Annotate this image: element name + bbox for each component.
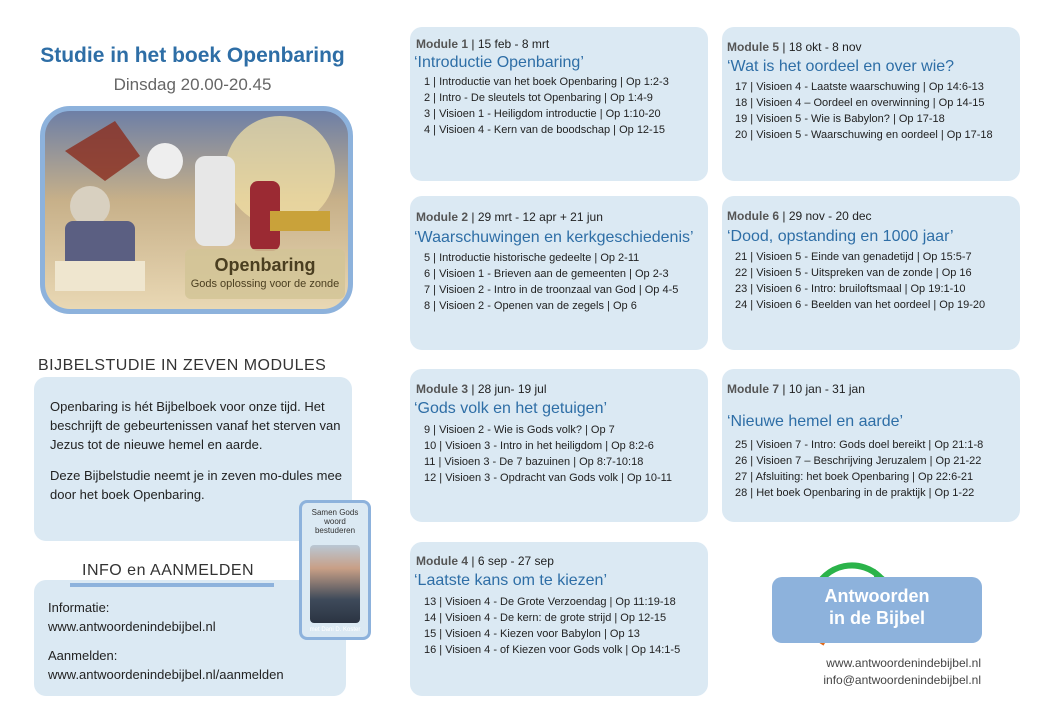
module-3-label: Module 3 [416,382,469,396]
module-6-dates: 29 nov - 20 dec [788,209,872,223]
lesson-item: 3 | Visioen 1 - Heiligdom introductie | Op 1:10-20 [424,108,661,120]
module-1-lessons [424,74,669,138]
module-5-label: Module 5 [727,40,780,54]
module-4-dates: 6 sep - 27 sep [477,554,554,568]
module-1-header: Module 1 | 15 feb - 8 mrt [416,37,550,51]
module-3-dates: 28 jun- 19 jul [477,382,547,396]
schedule-subtitle: Dinsdag 20.00-20.45 [113,75,272,94]
module-6-panel [722,196,1020,350]
lesson-item: 6 | Visioen 1 - Brieven aan de gemeenten | Op 2-3 [424,268,669,280]
info-heading: INFO en AANMELDEN [82,562,255,579]
signup-label: Aanmelden: [48,648,118,663]
module-2-lessons [424,250,678,314]
lesson-item: 17 | Visioen 4 - Laatste waarschuwing | Op 14:6-13 [735,81,984,93]
module-4-theme: ‘Laatste kans om te kiezen’ [414,572,607,589]
lesson-item: 12 | Visioen 3 - Opdracht van Gods volk | Op 10-11 [424,472,673,484]
lesson-item: 18 | Visioen 4 – Oordeel en overwinning | Op 14-15 [735,97,985,109]
lesson-item: 5 | Introductie historische gedeelte | Op 2-11 [424,252,640,264]
module-3-panel [410,369,708,522]
module-7-lessons [735,437,983,501]
module-6-header: Module 6 | 29 nov - 20 dec [727,209,872,223]
lesson-item: 26 | Visioen 7 – Beschrijving Jeruzalem | Op 21-22 [735,455,982,467]
module-4-header: Module 4 | 6 sep - 27 sep [416,554,554,568]
module-5-lessons [735,79,993,143]
info-label: Informatie: [48,600,110,615]
module-5-header: Module 5 | 18 okt - 8 nov [727,40,862,54]
lesson-item: 7 | Visioen 2 - Intro in de troonzaal van God | Op 4-5 [424,284,679,296]
hero-label [185,249,345,299]
lesson-item: 19 | Visioen 5 - Wie is Babylon? | Op 17-18 [735,113,945,125]
card-caption: met Dani D. Koster [309,627,361,633]
signup-block [48,646,338,684]
lesson-item: 28 | Het boek Openbaring in de praktijk | Op 1-22 [735,487,975,499]
lesson-item: 8 | Visioen 2 - Openen van de zegels | Op 6 [424,300,637,312]
lesson-item: 27 | Afsluiting: het boek Openbaring | Op 22:6-21 [735,471,974,483]
footer-website-link[interactable]: www.antwoordenindebijbel.nl [826,656,981,670]
module-2-label: Module 2 [416,210,469,224]
module-1-dates: 15 feb - 8 mrt [477,37,550,51]
module-4-label: Module 4 [416,554,469,568]
intro-heading: BIJBELSTUDIE IN ZEVEN MODULES [38,357,327,374]
presenter-photo [310,545,360,623]
module-2-panel [410,196,708,350]
module-5-theme: ‘Wat is het oordeel en over wie? [727,58,955,75]
module-7-panel [722,369,1020,522]
module-7-label: Module 7 [727,382,780,396]
module-5-panel [722,27,1020,181]
module-1-theme: ‘Introductie Openbaring’ [414,54,584,71]
module-2-theme: ‘Waarschuwingen en kerkgeschiedenis’ [414,229,694,246]
info-block [48,598,338,636]
lesson-item: 21 | Visioen 5 - Einde van genadetijd | Op 15:5-7 [735,251,972,263]
lesson-item: 2 | Intro - De sleutels tot Openbaring | Op 1:4-9 [424,92,653,104]
module-2-dates: 29 mrt - 12 apr + 21 jun [477,210,603,224]
logo-line-1: Antwoorden [824,586,930,606]
lesson-item: 20 | Visioen 5 - Waarschuwing en oordeel | Op 17-18 [735,129,993,141]
signup-url-link[interactable]: www.antwoordenindebijbel.nl/aanmelden [48,667,284,682]
lesson-item: 9 | Visioen 2 - Wie is Gods volk? | Op 7 [424,424,615,436]
module-3-lessons [424,422,672,486]
lesson-item: 11 | Visioen 3 - De 7 bazuinen | Op 8:7-10:18 [424,456,644,468]
lesson-item: 4 | Visioen 4 - Kern van de boodschap | Op 12-15 [424,124,665,136]
module-5-dates: 18 okt - 8 nov [788,40,862,54]
module-3-theme: ‘Gods volk en het getuigen’ [414,400,608,417]
lesson-item: 13 | Visioen 4 - De Grote Verzoendag | Op 11:19-18 [424,596,676,608]
module-7-theme: ‘Nieuwe hemel en aarde’ [727,413,904,430]
module-1-label: Module 1 [416,37,469,51]
logo-line-2: in de Bijbel [828,608,925,628]
module-6-lessons [735,249,985,313]
lesson-item: 10 | Visioen 3 - Intro in het heiligdom | Op 8:2-6 [424,440,654,452]
lesson-item: 23 | Visioen 6 - Intro: bruiloftsmaal | Op 19:1-10 [735,283,966,295]
module-3-header: Module 3 | 28 jun- 19 jul [416,382,547,396]
info-url-link[interactable]: www.antwoordenindebijbel.nl [48,619,216,634]
module-1-panel [410,27,708,181]
page-title: Studie in het boek Openbaring [40,44,345,67]
module-6-label: Module 6 [727,209,780,223]
module-7-header: Module 7 | 10 jan - 31 jan [727,382,865,396]
info-heading-underline [70,583,274,587]
module-4-lessons [424,594,680,658]
intro-paragraph-2: Deze Bijbelstudie neemt je in zeven mo-dules mee door het boek Openbaring. [50,468,342,502]
lesson-item: 15 | Visioen 4 - Kiezen voor Babylon | Op 13 [424,628,640,640]
lesson-item: 14 | Visioen 4 - De kern: de grote strijd | Op 12-15 [424,612,667,624]
lesson-item: 16 | Visioen 4 - of Kiezen voor Gods volk | Op 14:1-5 [424,644,681,656]
lesson-item: 1 | Introductie van het boek Openbaring | Op 1:2-3 [424,76,669,88]
module-6-theme: ‘Dood, opstanding en 1000 jaar’ [727,228,954,245]
module-4-panel [410,542,708,696]
lesson-item: 25 | Visioen 7 - Intro: Gods doel bereikt | Op 21:1-8 [735,439,984,451]
lesson-item: 24 | Visioen 6 - Beelden van het oordeel | Op 19-20 [735,299,986,311]
card-text: Samen Gods woord bestuderen [311,508,359,535]
hero-image [40,106,353,314]
footer-email-link[interactable]: info@antwoordenindebijbel.nl [823,673,981,687]
hero-title: Openbaring [214,255,316,275]
intro-paragraph-1: Openbaring is hét Bijbelboek voor onze tijd. Het beschrijft de gebeurtenissen vanaf het sterven van Jezus tot de nieuwe hemel en aarde. [50,399,341,452]
presenter-card [299,500,371,640]
module-2-header: Module 2 | 29 mrt - 12 apr + 21 jun [416,210,603,224]
hero-subtitle: Gods oplossing voor de zonde [190,278,340,290]
module-7-dates: 10 jan - 31 jan [788,382,865,396]
logo-text [772,585,982,629]
lesson-item: 22 | Visioen 5 - Uitspreken van de zonde | Op 16 [735,267,972,279]
logo-link[interactable] [772,577,982,643]
